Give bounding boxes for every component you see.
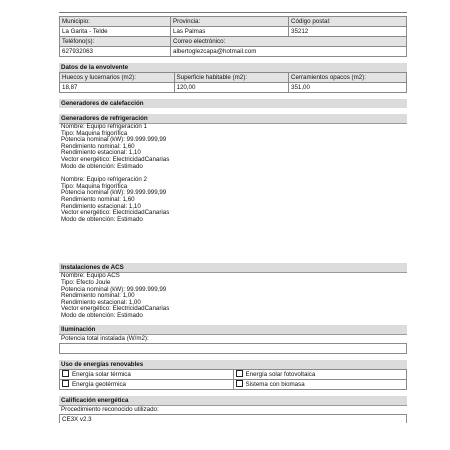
opaque-walls-label: Cerramientos opacos (m2): [289, 73, 407, 83]
acs-type: Tipo: Efecto Joule [61, 278, 111, 286]
cooling-unit-1-vector: Vector energético: ElectricidadCanarias [61, 155, 170, 163]
acs-name: Nombre: Equipo ACS [61, 272, 120, 280]
acs-vector: Vector energético: ElectricidadCanarias [61, 305, 170, 313]
cooling-unit-2-vector: Vector energético: ElectricidadCanarias [61, 209, 170, 217]
rating-procedure-value: CE3X v2.3 [62, 415, 92, 423]
cooling-unit-2-power: Potencia nominal (kW): 99.999.999,99 [61, 189, 167, 197]
lighting-table [59, 343, 407, 354]
openings-label: Huecos y lucernarios (m2): [60, 73, 175, 83]
lighting-section-title: Iluminación [59, 325, 407, 335]
email-value: albertoglezcapa@hotmail.com [171, 47, 407, 57]
email-label: Correo electrónico: [171, 37, 407, 47]
habitable-area-label: Superficie habitable (m2): [174, 73, 289, 83]
municipality-value: La Garita - Telde [60, 27, 171, 37]
cooling-unit-2-mode: Modo de obtención: Estimado [61, 215, 143, 223]
acs-mode: Modo de obtención: Estimado [61, 311, 143, 319]
cooling-unit-2-seasonal: Rendimiento estacional: 1,10 [61, 202, 141, 210]
openings-value: 18,87 [60, 83, 175, 93]
cooling-unit-1 [59, 124, 407, 170]
biomass-label: Sistema con biomasa [245, 381, 305, 389]
cooling-unit-2-nominal: Rendimiento nominal: 1,60 [61, 195, 135, 203]
envelope-section-title: Datos de la envolvente [59, 63, 407, 72]
solar-pv-checkbox[interactable] [236, 370, 243, 377]
province-label: Provincia: [171, 17, 289, 27]
solar-pv-option[interactable] [233, 370, 407, 380]
phone-value: 627932063 [60, 47, 171, 57]
lighting-power-value [60, 344, 407, 354]
habitable-area-value: 120,00 [174, 83, 289, 93]
cooling-unit-1-seasonal: Rendimiento estacional: 1,10 [61, 149, 141, 157]
cooling-unit-2 [59, 177, 407, 223]
acs-section-title: Instalaciones de ACS [59, 263, 407, 273]
cooling-unit-2-name: Nombre: Equipo refrigeración 2 [61, 176, 147, 184]
cooling-unit-1-name: Nombre: Equipo refrigeración 1 [61, 123, 147, 130]
heating-section-title: Generadores de calefacción [59, 99, 407, 108]
municipality-label: Municipio: [60, 17, 171, 27]
rating-procedure-label: Procedimiento reconocido utilizado: [61, 406, 159, 414]
certificate-page [59, 12, 407, 423]
envelope-table [59, 72, 407, 93]
province-value: Las Palmas [171, 27, 289, 37]
renewables-table [59, 369, 407, 390]
cooling-unit-1-mode: Modo de obtención: Estimado [61, 162, 143, 170]
acs-unit [59, 273, 407, 319]
solar-thermal-checkbox[interactable] [62, 370, 69, 377]
solar-thermal-option[interactable] [60, 370, 234, 380]
cooling-section-title: Generadores de refrigeración [59, 114, 407, 124]
opaque-walls-value: 351,00 [289, 83, 407, 93]
top-rule [59, 12, 407, 13]
cooling-unit-1-nominal: Rendimiento nominal: 1,60 [61, 142, 135, 150]
cooling-unit-2-type: Tipo: Maquina frigorífica [61, 182, 128, 190]
rating-section-title: Calificación energética [59, 396, 407, 406]
cooling-unit-1-power: Potencia nominal (kW): 99.999.999,99 [61, 136, 167, 144]
solar-pv-label: Energía solar fotovoltaica [245, 371, 316, 379]
renewables-section-title: Uso de energías renovables [59, 360, 407, 369]
solar-thermal-label: Energía solar térmica [72, 371, 131, 379]
acs-power: Potencia nominal (kW): 99.999.999,99 [61, 285, 167, 293]
cooling-unit-1-type: Tipo: Maquina frigorífica [61, 129, 128, 137]
location-table [59, 16, 407, 57]
acs-seasonal: Rendimiento estacional: 1,00 [61, 298, 141, 306]
acs-nominal: Rendimiento nominal: 1,00 [61, 292, 135, 300]
postal-code-label: Código postal: [289, 17, 407, 27]
lighting-power-label: Potencia total instalada (W/m2): [61, 335, 149, 343]
geothermal-checkbox[interactable] [62, 380, 69, 387]
postal-code-value: 35212 [289, 27, 407, 37]
geothermal-label: Energía geotérmica [72, 381, 126, 389]
geothermal-option[interactable] [60, 380, 234, 390]
biomass-option[interactable] [233, 380, 407, 390]
biomass-checkbox[interactable] [236, 380, 243, 387]
phone-label: Teléfono(s): [60, 37, 171, 47]
rating-procedure-box [59, 414, 407, 423]
